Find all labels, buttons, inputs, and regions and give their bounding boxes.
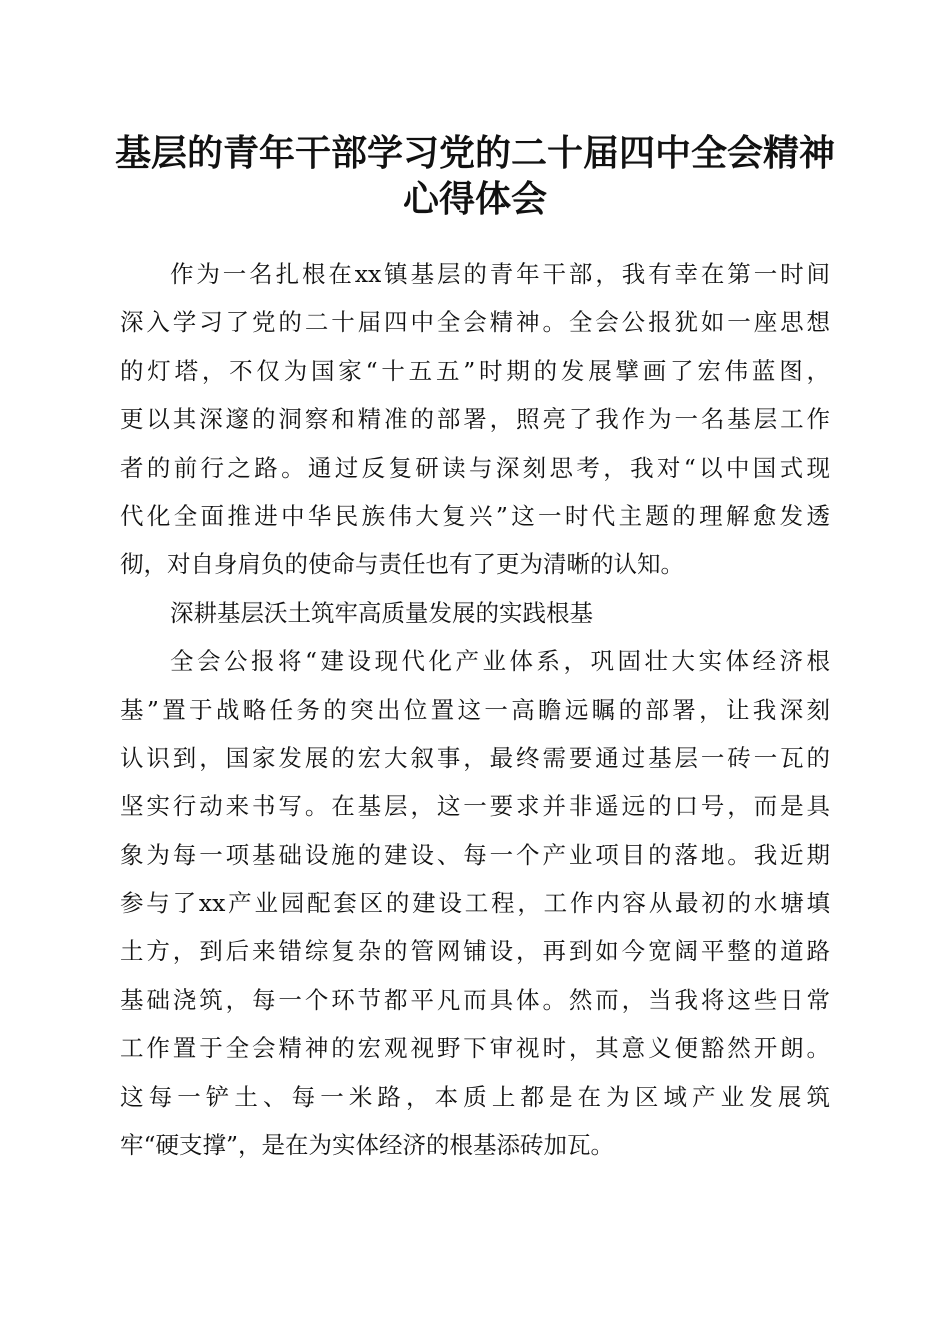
paragraph-1-line-4: 更以其深邃的洞察和精准的部署，照亮了我作为一名基层工作 (120, 405, 830, 434)
document-title (100, 130, 850, 222)
paragraph-1-line-3: 的灯塔，不仅为国家“十五五”时期的发展擘画了宏伟蓝图， (120, 356, 830, 385)
paragraph-2-line-11: 牢“硬支撑”，是在为实体经济的根基添砖加瓦。 (120, 1131, 615, 1160)
paragraph-1-line-7: 彻，对自身肩负的使命与责任也有了更为清晰的认知。 (120, 550, 684, 579)
paragraph-1-line-5: 者的前行之路。通过反复研读与深刻思考，我对“以中国式现 (120, 453, 830, 482)
paragraph-2-line-8: 基础浇筑，每一个环节都平凡而具体。然而，当我将这些日常 (120, 985, 830, 1014)
paragraph-2-line-6: 参与了xx产业园配套区的建设工程，工作内容从最初的水塘填 (120, 889, 830, 918)
paragraph-2-line-1: 全会公报将“建设现代化产业体系，巩固壮大实体经济根 (170, 647, 830, 676)
section-heading: 深耕基层沃土筑牢高质量发展的实践根基 (170, 598, 593, 627)
paragraph-2-line-9: 工作置于全会精神的宏观视野下审视时，其意义便豁然开朗。 (120, 1034, 830, 1063)
document-body (120, 250, 830, 1169)
paragraph-2-line-4: 坚实行动来书写。在基层，这一要求并非遥远的口号，而是具 (120, 792, 830, 821)
paragraph-2-line-10: 这每一铲土、每一米路，本质上都是在为区域产业发展筑 (120, 1082, 830, 1111)
paragraph-2-line-2: 基”置于战略任务的突出位置这一高瞻远瞩的部署，让我深刻 (120, 695, 830, 724)
paragraph-1-line-1: 作为一名扎根在xx镇基层的青年干部，我有幸在第一时间 (170, 260, 830, 288)
title-line-2: 心得体会 (402, 178, 547, 220)
paragraph-2-line-5: 象为每一项基础设施的建设、每一个产业项目的落地。我近期 (120, 840, 830, 869)
paragraph-1-line-2: 深入学习了党的二十届四中全会精神。全会公报犹如一座思想 (120, 308, 830, 337)
paragraph-1-line-6: 代化全面推进中华民族伟大复兴”这一时代主题的理解愈发透 (120, 501, 830, 530)
paragraph-2-line-3: 认识到，国家发展的宏大叙事，最终需要通过基层一砖一瓦的 (120, 743, 830, 772)
paragraph-2-line-7: 土方，到后来错综复杂的管网铺设，再到如今宽阔平整的道路 (120, 937, 830, 966)
title-line-1: 基层的青年干部学习党的二十届四中全会精神 (114, 132, 835, 174)
